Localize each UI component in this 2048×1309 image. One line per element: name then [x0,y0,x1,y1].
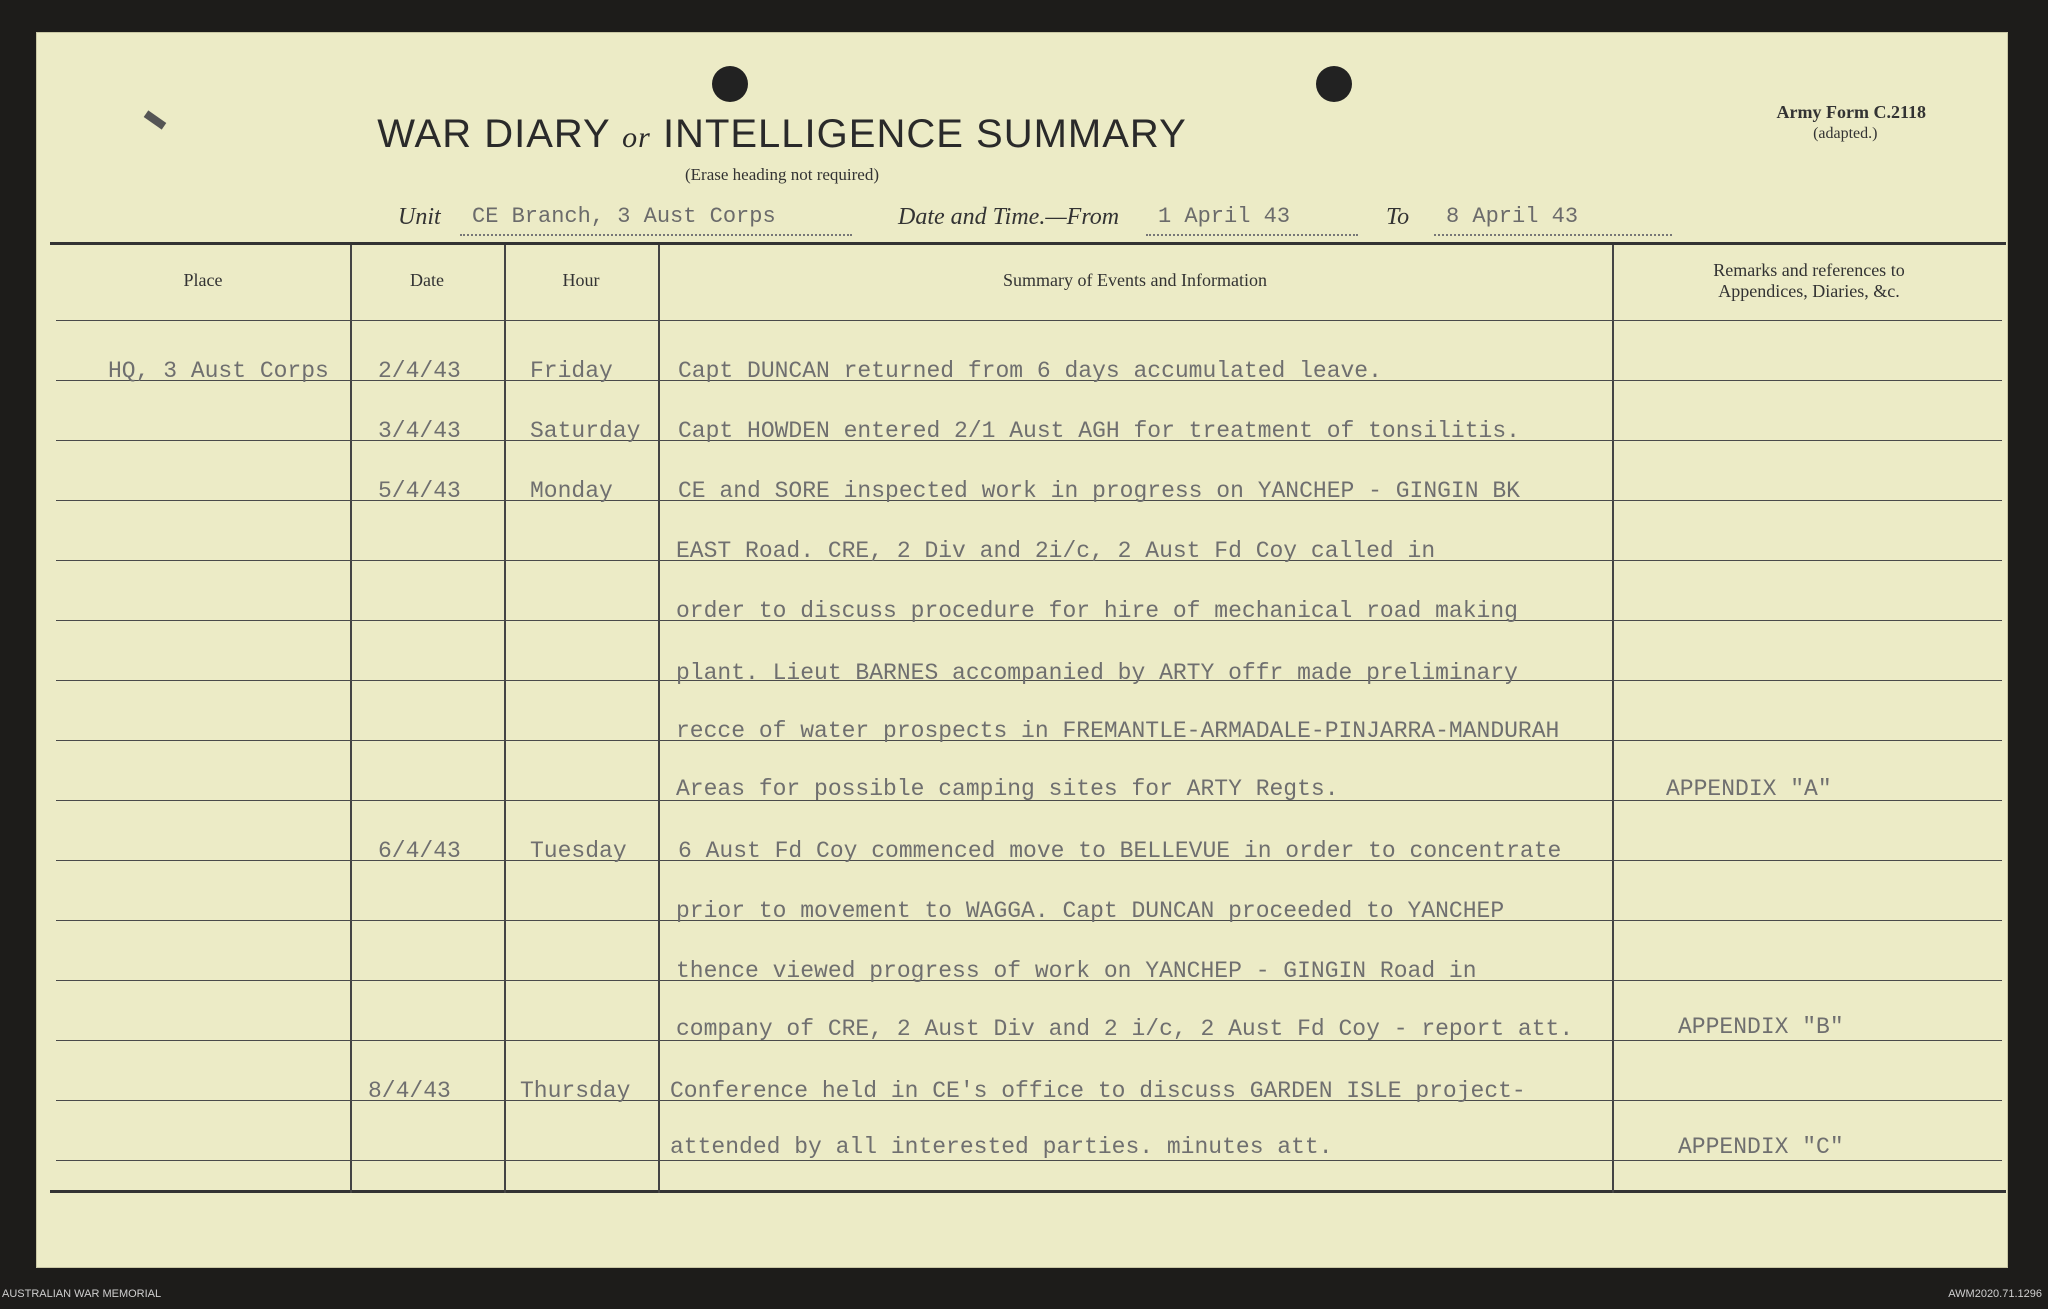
hour-cell: Saturday [530,418,641,444]
punch-hole-right [1316,66,1352,102]
column-divider [1612,245,1614,1193]
appendix-reference: APPENDIX "C" [1678,1134,1844,1160]
summary-line: Capt HOWDEN entered 2/1 Aust AGH for treatment of tonsilitis. [678,418,1520,444]
row-rule [56,1160,2002,1161]
summary-line: order to discuss procedure for hire of mechanical road making [676,598,1518,624]
hour-cell: Friday [530,358,613,384]
header-date: Date [410,270,444,290]
header-summary: Summary of Events and Information [1003,270,1267,290]
date-cell: 2/4/43 [378,358,461,384]
summary-line: Conference held in CE's office to discuss GARDEN ISLE project- [670,1078,1526,1104]
diary-sheet [36,32,2008,1268]
summary-line: CE and SORE inspected work in progress on YANCHEP - GINGIN BK [678,478,1520,504]
summary-line: prior to movement to WAGGA. Capt DUNCAN proceeded to YANCHEP [676,898,1505,924]
summary-line: thence viewed progress of work on YANCHEP - GINGIN Road in [676,958,1477,984]
row-rule [56,320,2002,321]
summary-line: company of CRE, 2 Aust Div and 2 i/c, 2 Aust Fd Coy - report att. [676,1016,1574,1042]
date-cell: 6/4/43 [378,838,461,864]
footer-right: AWM2020.71.1296 [1948,1288,2042,1300]
hour-cell: Thursday [520,1078,631,1104]
page-title [0,112,1768,157]
summary-line: attended by all interested parties. minutes att. [670,1134,1333,1160]
summary-line: EAST Road. CRE, 2 Div and 2i/c, 2 Aust Fd Coy called in [676,538,1436,564]
appendix-reference: APPENDIX "B" [1678,1014,1844,1040]
header-remarks [1612,260,2006,302]
summary-line: recce of water prospects in FREMANTLE-ARMADALE-PINJARRA-MANDURAH [676,718,1560,744]
header-hour: Hour [562,270,600,290]
hour-cell: Monday [530,478,613,504]
column-divider [658,245,660,1193]
title-or: or [622,121,651,154]
column-divider [350,245,352,1193]
date-from-value: 1 April 43 [1146,204,1358,236]
summary-line: 6 Aust Fd Coy commenced move to BELLEVUE in order to concentrate [678,838,1562,864]
summary-line: Areas for possible camping sites for ARTY Regts. [676,776,1339,802]
form-adapted-text: (adapted.) [1813,125,1878,142]
punch-hole-left [712,66,748,102]
place-cell: HQ, 3 Aust Corps [108,358,329,384]
date-cell: 5/4/43 [378,478,461,504]
table-bottom-rule [50,1190,2006,1193]
to-label: To [1386,204,1410,230]
summary-line: Capt DUNCAN returned from 6 days accumulated leave. [678,358,1382,384]
header-remarks-line1: Remarks and references to [1713,260,1905,280]
unit-value: CE Branch, 3 Aust Corps [460,204,852,236]
form-number-text: Army Form C.2118 [1776,102,1926,122]
header-place: Place [183,270,223,290]
table-top-rule [50,242,2006,245]
date-cell: 8/4/43 [368,1078,451,1104]
header-remarks-line2: Appendices, Diaries, &c. [1718,281,1900,301]
unit-label: Unit [398,204,441,230]
date-cell: 3/4/43 [378,418,461,444]
footer-left: AUSTRALIAN WAR MEMORIAL [2,1288,162,1300]
date-label: Date and Time.—From [898,204,1120,230]
summary-line: plant. Lieut BARNES accompanied by ARTY offr made preliminary [676,660,1518,686]
page-subtitle: (Erase heading not required) [685,165,879,184]
form-number [1777,102,1926,144]
date-to-value: 8 April 43 [1434,204,1672,236]
appendix-reference: APPENDIX "A" [1666,776,1832,802]
title-part1: WAR DIARY [377,112,610,156]
column-divider [504,245,506,1193]
title-part2: INTELLIGENCE SUMMARY [662,112,1187,156]
hour-cell: Tuesday [530,838,627,864]
